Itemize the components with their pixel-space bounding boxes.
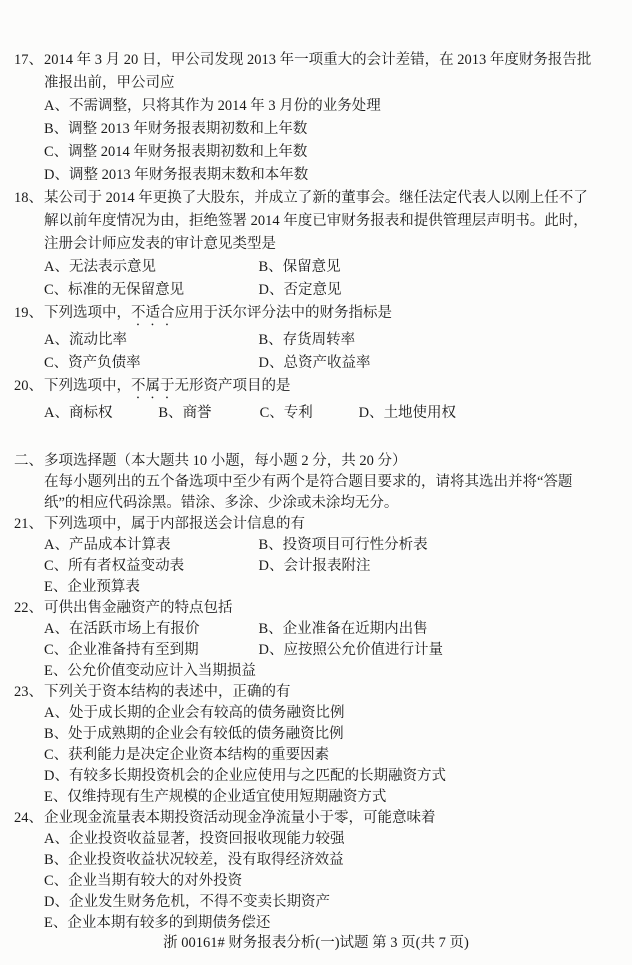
question-17-stem-line-1: 2014 年 3 月 20 日，甲公司发现 2013 年一项重大的会计差错，在 2013 年度财务报告批 xyxy=(44,52,592,68)
question-22-option-a: A、在活跃市场上有报价 xyxy=(44,621,200,637)
question-20-number: 20、 xyxy=(14,378,43,394)
question-19-option-c: C、资产负债率 xyxy=(44,355,141,371)
question-22-option-e: E、公允价值变动应计入当期损益 xyxy=(44,663,256,679)
question-19-stem: 下列选项中，不适合应用于沃尔评分法中的财务指标是 xyxy=(44,305,392,321)
question-23 xyxy=(14,682,616,808)
question-20 xyxy=(14,375,616,425)
question-20-options xyxy=(44,402,616,425)
question-21-option-b: B、投资项目可行性分析表 xyxy=(258,537,428,553)
question-18-option-a: A、无法表示意见 xyxy=(44,259,156,275)
question-18-stem-line-2: 解以前年度情况为由，拒绝签署 2014 年度已审财务报表和提供管理层声明书。此时， xyxy=(44,213,588,229)
question-20-option-d: D、土地使用权 xyxy=(358,405,457,421)
question-20-option-c: C、专利 xyxy=(259,405,313,421)
question-17-options xyxy=(44,95,616,187)
question-17-option-a: A、不需调整，只将其作为 2014 年 3 月份的业务处理 xyxy=(44,98,381,114)
question-18-option-c: C、标准的无保留意见 xyxy=(44,282,185,298)
question-23-number: 23、 xyxy=(14,684,43,700)
question-18-stem-line-1: 某公司于 2014 年更换了大股东，并成立了新的董事会。继任法定代表人以刚上任不了 xyxy=(44,190,588,206)
section-2-header xyxy=(14,451,616,514)
emphasized-text: 不适合 xyxy=(131,305,175,321)
question-22-stem: 可供出售金融资产的特点包括 xyxy=(44,600,233,616)
question-20-option-a: A、商标权 xyxy=(44,405,113,421)
question-17-option-d: D、调整 2013 年财务报表期末数和本年数 xyxy=(44,167,309,183)
section-2-number: 二、 xyxy=(14,453,43,469)
question-24-option-d: D、企业发生财务危机，不得不变卖长期资产 xyxy=(44,894,330,910)
question-24-option-e: E、企业本期有较多的到期债务偿还 xyxy=(44,915,271,931)
question-18-number: 18、 xyxy=(14,190,43,206)
question-19 xyxy=(14,302,616,375)
question-20-stem: 下列选项中，不属于无形资产项目的是 xyxy=(44,378,291,394)
section-2-instruction-line-1: 在每小题列出的五个备选项中至少有两个是符合题目要求的，请将其选出并将“答题 xyxy=(44,474,573,490)
question-24-options xyxy=(44,829,616,934)
section-2-instruction-line-2: 纸”的相应代码涂黑。错涂、多涂、少涂或未涂均无分。 xyxy=(44,495,399,511)
question-21-option-a: A、产品成本计算表 xyxy=(44,537,171,553)
question-17-option-c: C、调整 2014 年财务报表期初数和上年数 xyxy=(44,144,308,160)
question-19-option-b: B、存货周转率 xyxy=(258,332,356,348)
question-21 xyxy=(14,514,616,598)
question-18-options xyxy=(44,256,616,302)
question-23-option-a: A、处于成长期的企业会有较高的债务融资比例 xyxy=(44,705,345,721)
question-22-option-c: C、企业准备持有至到期 xyxy=(44,642,199,658)
question-21-number: 21、 xyxy=(14,516,43,532)
question-24 xyxy=(14,808,616,934)
question-23-option-d: D、有较多长期投资机会的企业应使用与之匹配的长期融资方式 xyxy=(44,768,446,784)
question-17 xyxy=(14,49,616,187)
page-footer: 浙 00161# 财务报表分析(一)试题 第 3 页(共 7 页) xyxy=(163,935,469,951)
question-19-option-d: D、总资产收益率 xyxy=(258,355,371,371)
emphasized-text: 不属于 xyxy=(131,378,175,394)
question-23-option-b: B、处于成熟期的企业会有较低的债务融资比例 xyxy=(44,726,344,742)
question-24-option-a: A、企业投资收益显著，投资回报收现能力较强 xyxy=(44,831,345,847)
question-24-stem: 企业现金流量表本期投资活动现金净流量小于零，可能意味着 xyxy=(44,810,436,826)
question-22-number: 22、 xyxy=(14,600,43,616)
question-23-stem: 下列关于资本结构的表述中，正确的有 xyxy=(44,684,291,700)
question-17-option-b: B、调整 2013 年财务报表期初数和上年数 xyxy=(44,121,308,137)
section-2-title: 多项选择题（本大题共 10 小题，每小题 2 分，共 20 分） xyxy=(44,453,407,469)
question-18-option-d: D、否定意见 xyxy=(258,282,342,298)
question-19-options xyxy=(44,329,616,375)
question-22 xyxy=(14,598,616,682)
question-24-option-c: C、企业当期有较大的对外投资 xyxy=(44,873,243,889)
question-22-option-d: D、应按照公允价值进行计量 xyxy=(258,642,443,658)
question-24-number: 24、 xyxy=(14,810,43,826)
question-19-number: 19、 xyxy=(14,305,43,321)
question-21-option-c: C、所有者权益变动表 xyxy=(44,558,185,574)
question-24-option-b: B、企业投资收益状况较差，没有取得经济效益 xyxy=(44,852,344,868)
question-23-option-e: E、仅维持现有生产规模的企业适宜使用短期融资方式 xyxy=(44,789,387,805)
question-21-stem: 下列选项中，属于内部报送会计信息的有 xyxy=(44,516,305,532)
question-21-options xyxy=(44,535,616,577)
question-23-options xyxy=(44,703,616,808)
question-18-stem-line-3: 注册会计师应发表的审计意见类型是 xyxy=(44,236,276,252)
question-17-stem-line-2: 准报出前，甲公司应 xyxy=(44,75,175,91)
question-21-option-d: D、会计报表附注 xyxy=(258,558,371,574)
question-18-option-b: B、保留意见 xyxy=(258,259,341,275)
question-22-option-b: B、企业准备在近期内出售 xyxy=(258,621,428,637)
question-19-option-a: A、流动比率 xyxy=(44,332,127,348)
question-23-option-c: C、获利能力是决定企业资本结构的重要因素 xyxy=(44,747,330,763)
question-21-option-e: E、企业预算表 xyxy=(44,579,140,595)
question-18 xyxy=(14,187,616,302)
question-20-option-b: B、商誉 xyxy=(158,405,212,421)
question-22-options xyxy=(44,619,616,661)
question-17-number: 17、 xyxy=(14,52,43,68)
